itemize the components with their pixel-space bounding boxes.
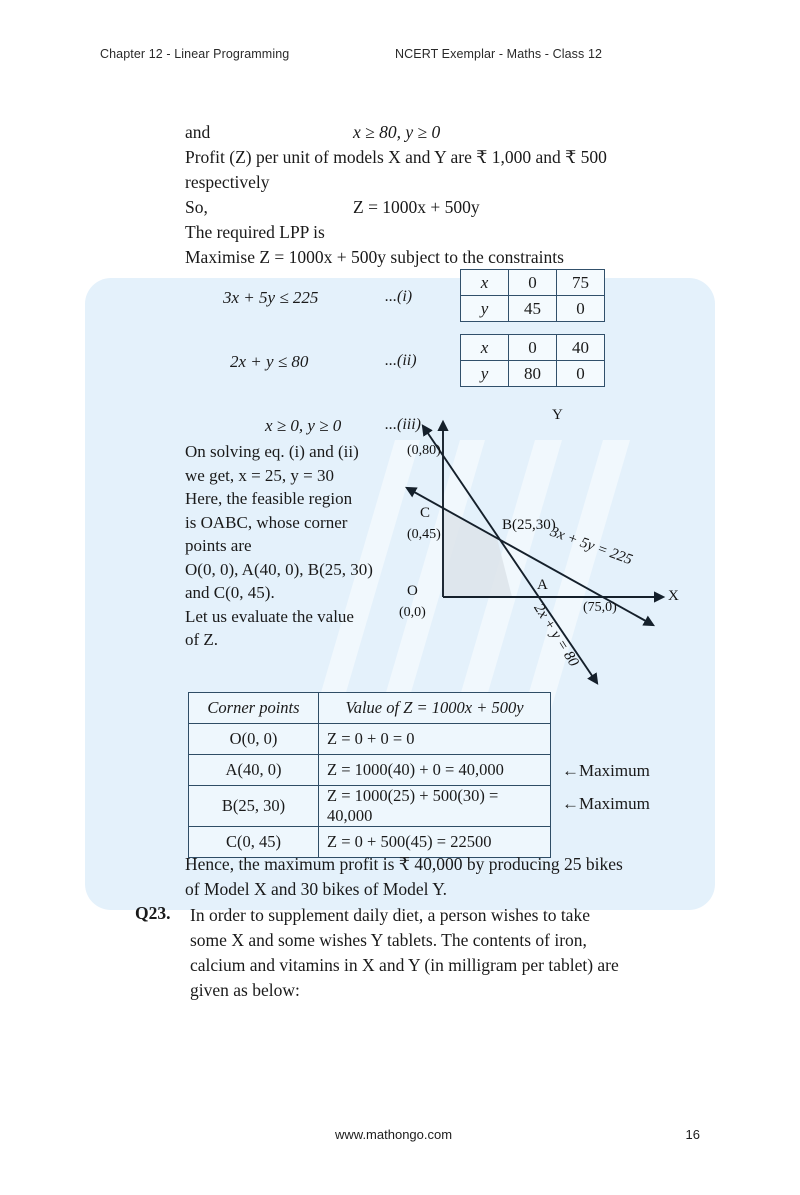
maximum-note-row-a: ←Maximum [562,761,650,780]
constraint-1-ref: ...(i) [385,288,413,305]
mini2-y-v2: 0 [557,361,605,387]
question-number: Q23. [135,903,171,923]
intro-text-block [185,120,705,270]
mini2-x-v1: 0 [509,335,557,361]
constraint-3-equation: x ≥ 0, y ≥ 0 [265,416,342,435]
question-line-1: In order to supplement daily diet, a person wishes to take [190,905,590,925]
intro-line-1 [185,120,705,145]
graph-origin-label: O [407,583,418,599]
explain-line-7: and C(0, 45). [185,583,275,602]
intro-line-4-math: Z = 1000x + 500y [353,197,480,217]
graph-origin-coords: (0,0) [399,605,426,620]
header-chapter-title: Chapter 12 - Linear Programming [100,47,290,61]
graph-line2-label: 2x + y = 80 [530,600,582,670]
table-row [189,786,551,827]
mini1-x-v1: 0 [509,270,557,296]
constraint-2-ref: ...(ii) [385,352,417,369]
z-row-1-value: Z = 1000(40) + 0 = 40,000 [319,755,551,786]
table-row [461,296,605,322]
z-row-0-corner: O(0, 0) [189,724,319,755]
intro-line-4 [185,195,705,220]
z-table-header-value: Value of Z = 1000x + 500y [319,693,551,724]
z-row-2-corner: B(25, 30) [189,786,319,827]
conclusion-block [185,852,705,902]
graph-line1-label: 3x + 5y = 225 [548,523,635,569]
page-footer [0,1127,800,1142]
maximum-note-row-b: ←Maximum [562,794,650,813]
mini1-y-label: y [461,296,509,322]
values-table-line1 [460,269,605,322]
mini2-x-v2: 40 [557,335,605,361]
table-row [189,755,551,786]
z-row-3-corner: C(0, 45) [189,827,319,858]
mini1-y-v1: 45 [509,296,557,322]
graph-point-b-label: B(25,30) [502,517,556,533]
z-table-header-corner: Corner points [189,693,319,724]
explain-line-2: we get, x = 25, y = 30 [185,465,335,485]
graph-point-c-coords: (0,45) [407,527,441,542]
mini2-y-label: y [461,361,509,387]
intro-line-1-label: and [185,122,211,142]
z-row-1-corner: A(40, 0) [189,755,319,786]
explain-line-5: points are [185,536,252,555]
intro-line-3: respectively [185,172,270,192]
header-book-title: NCERT Exemplar - Maths - Class 12 [395,47,603,61]
maximum-annotations [562,754,650,820]
intro-line-6: Maximise Z = 1000x + 500y subject to the constraints [185,247,564,267]
graph-y-axis-label: Y [552,407,563,423]
z-row-0-value: Z = 0 + 0 = 0 [319,724,551,755]
constraint-row-1 [185,280,485,338]
z-row-2-value: Z = 1000(25) + 500(30) = 40,000 [319,786,551,827]
explanation-block [185,440,407,652]
explain-line-8: Let us evaluate the value [185,606,354,626]
intro-line-2: Profit (Z) per unit of models X and Y are ₹ 1,000 and ₹ 500 [185,147,607,167]
mini1-x-v2: 75 [557,270,605,296]
explain-line-6: O(0, 0), A(40, 0), B(25, 30) [185,559,373,579]
constraint-1-equation: 3x + 5y ≤ 225 [223,288,319,307]
z-row-3-value: Z = 0 + 500(45) = 22500 [319,827,551,858]
table-row [461,335,605,361]
graph-x-intercept-label: (75,0) [583,600,617,615]
question-line-4: given as below: [190,980,300,1000]
graph-point-a-label: A [537,577,548,593]
lpp-graph [385,405,690,695]
graph-x-axis-label: X [668,588,679,604]
constraint-3-ref: ...(iii) [385,416,421,433]
footer-page-number: 16 [685,1127,700,1142]
intro-line-4-label: So, [185,197,208,217]
graph-y-intercept-label: (0,80) [407,443,441,458]
mini2-y-v1: 80 [509,361,557,387]
table-row [189,724,551,755]
mini1-x-label: x [461,270,509,296]
corner-points-table [188,692,551,858]
question-text [190,903,705,1003]
table-header-row [189,693,551,724]
explain-line-3: Here, the feasible region [185,489,353,508]
intro-line-1-math: x ≥ 80, y ≥ 0 [353,122,441,142]
explain-line-4: is OABC, whose corner [185,512,348,532]
explain-line-1: On solving eq. (i) and (ii) [185,442,359,461]
explain-line-9: of Z. [185,630,219,649]
conclusion-line-2: of Model X and 30 bikes of Model Y. [185,879,447,899]
values-table-line2 [460,334,605,387]
mini1-y-v2: 0 [557,296,605,322]
conclusion-line-1: Hence, the maximum profit is ₹ 40,000 by producing 25 bikes [185,854,623,874]
constraint-2-equation: 2x + y ≤ 80 [230,352,309,371]
constraint-row-2 [185,338,485,396]
question-line-2: some X and some wishes Y tablets. The contents of iron, [190,930,587,950]
graph-point-c-label: C [420,505,431,521]
table-row [461,361,605,387]
intro-line-5: The required LPP is [185,222,325,242]
question-line-3: calcium and vitamins in X and Y (in milligram per tablet) are [190,955,619,975]
mini2-x-label: x [461,335,509,361]
table-row [461,270,605,296]
footer-url: www.mathongo.com [335,1127,453,1142]
